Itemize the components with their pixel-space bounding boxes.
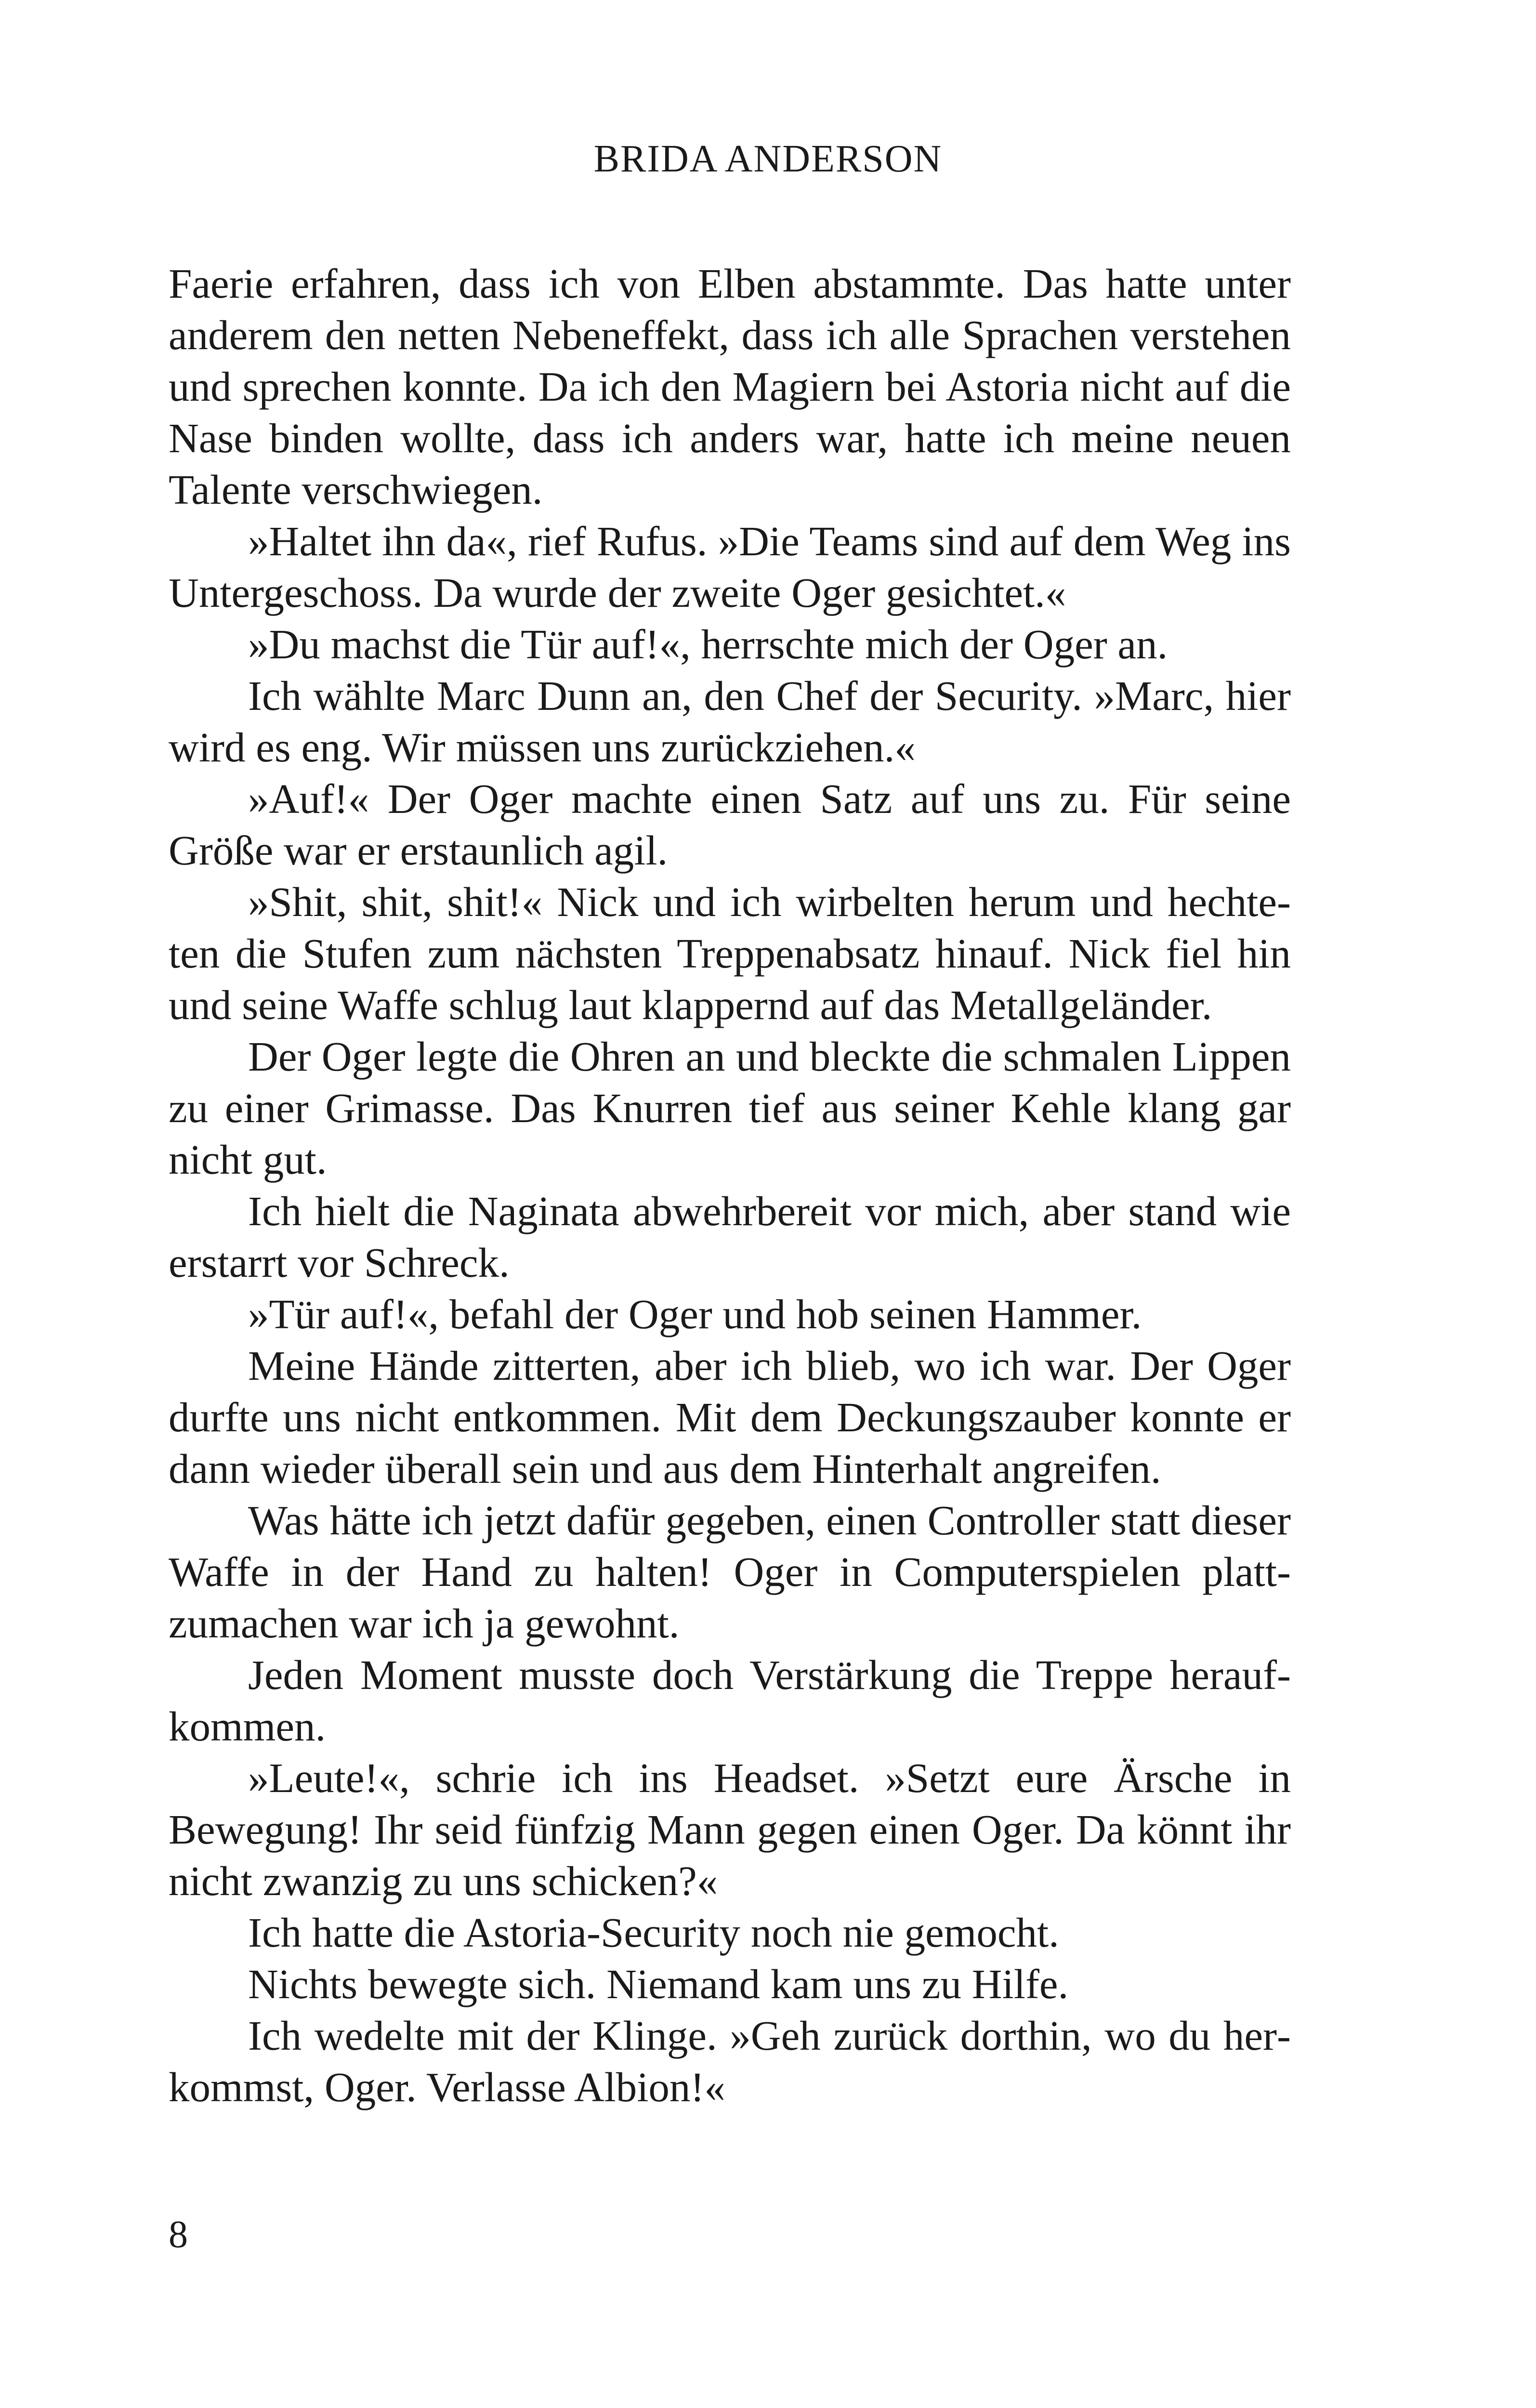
- paragraph: »Haltet ihn da«, rief Rufus. »Die Teams sind auf dem Weg ins Untergeschoss. Da wurde der zweite Oger gesichtet.«: [169, 518, 1291, 616]
- paragraph: Jeden Moment musste doch Verstärkung die Treppe heraufkommen.: [169, 1651, 1291, 1750]
- paragraph: Ich hatte die Astoria-Security noch nie gemocht.: [248, 1909, 1059, 1956]
- paragraph: Was hätte ich jetzt dafür gegeben, einen Controller statt dieser Waffe in der Hand zu halten! Oger in Computerspielen platt-zumachen war ich ja gewohnt.: [169, 1497, 1291, 1647]
- paragraph: »Du machst die Tür auf!«, herrschte mich der Oger an.: [248, 621, 1168, 667]
- paragraph: Ich wedelte mit der Klinge. »Geh zurück dorthin, wo du herkommst, Oger. Verlasse Albion!«: [169, 2012, 1291, 2110]
- paragraph: Ich hielt die Naginata abwehrbereit vor mich, aber stand wie erstarrt vor Schreck.: [169, 1188, 1291, 1286]
- paragraph: Ich wählte Marc Dunn an, den Chef der Security. »Marc, hier wird es eng. Wir müssen uns zurückziehen.«: [169, 672, 1291, 771]
- paragraph: »Tür auf!«, befahl der Oger und hob seinen Hammer.: [248, 1291, 1142, 1337]
- paragraph: Faerie erfahren, dass ich von Elben abstammte. Das hatte unter anderem den netten Nebeneffekt, dass ich alle Sprachen verstehen und sprechen konnte. Da ich den Magiern bei Astoria nicht auf die Nase binden wollte, dass ich anders war, hatte ich meine neuen Talente verschwiegen.: [169, 260, 1291, 513]
- paragraph: »Shit, shit, shit!« Nick und ich wirbelten herum und hechteten die Stufen zum nächsten Treppenabsatz hinauf. Nick fiel hin und seine Waffe schlug laut klappernd auf das Metallgeländer.: [169, 878, 1291, 1028]
- paragraph: Nichts bewegte sich. Niemand kam uns zu Hilfe.: [248, 1961, 1069, 2007]
- page-number: 8: [169, 2213, 188, 2256]
- paragraph: Der Oger legte die Ohren an und bleckte die schmalen Lippen zu einer Grimasse. Das Knurren tief aus seiner Kehle klang gar nicht gut.: [169, 1033, 1291, 1183]
- paragraph: »Leute!«, schrie ich ins Headset. »Setzt eure Ärsche in Bewegung! Ihr seid fünfzig Mann gegen einen Oger. Da könnt ihr nicht zwanzig zu uns schicken?«: [169, 1754, 1291, 1904]
- running-head: BRIDA ANDERSON: [593, 138, 943, 180]
- paragraph: »Auf!« Der Oger machte einen Satz auf uns zu. Für seine Größe war er erstaunlich agil.: [169, 775, 1291, 874]
- body-text: [169, 258, 1291, 2113]
- paragraph: Meine Hände zitterten, aber ich blieb, wo ich war. Der Oger durfte uns nicht entkommen. Mit dem Deckungszauber konnte er dann wieder überall sein und aus dem Hinterhalt angreifen.: [169, 1342, 1291, 1492]
